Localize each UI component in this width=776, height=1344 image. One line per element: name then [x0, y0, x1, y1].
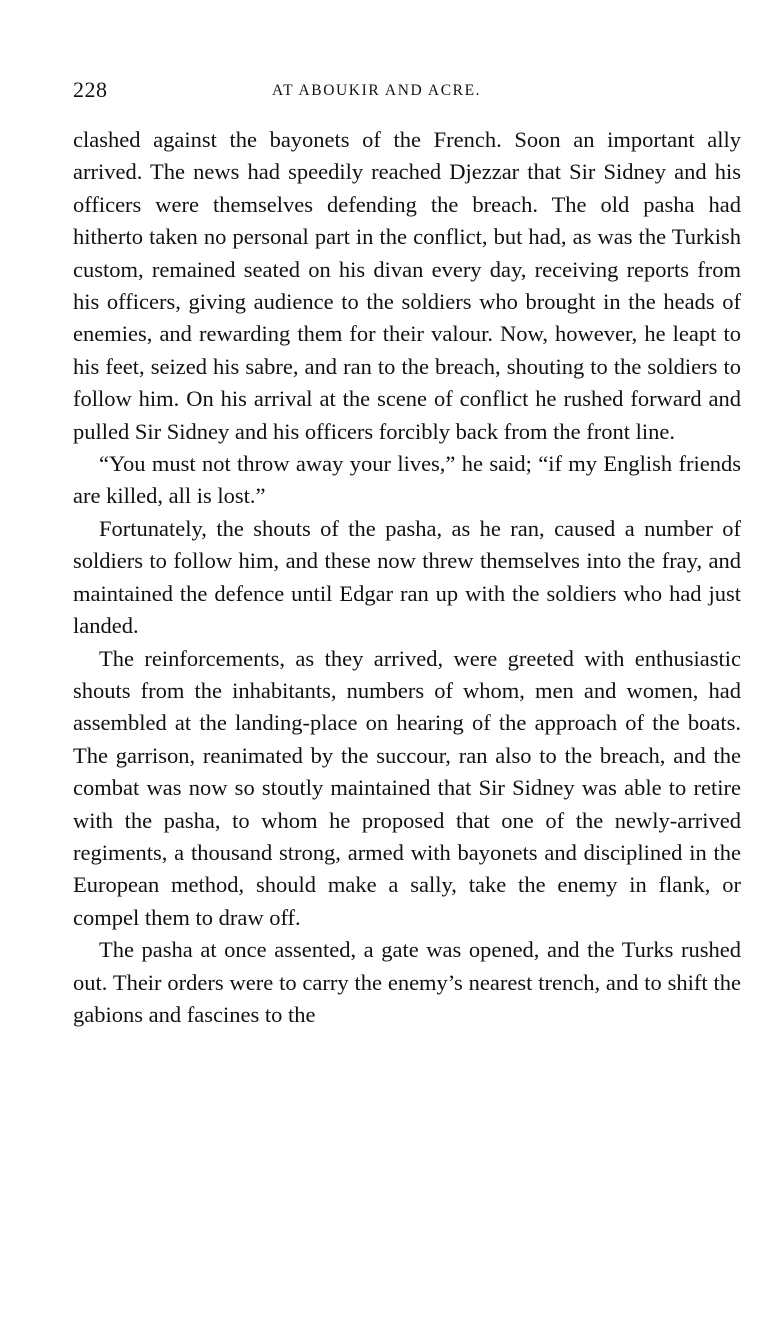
running-head: AT ABOUKIR AND ACRE. — [272, 82, 482, 99]
paragraph-reinforcements: The reinforcements, as they arrived, were greeted with enthusiastic shouts from the inhabitants, numbers of whom, men and women, had assembled at the landing-place on hearing of the approach of the boats. The garrison, reanimated by the succour, ran also to the breach, and the combat was now so stoutly maintained that Sir Sidney was able to retire with the pasha, to whom he proposed that one of the newly-arrived regiments, a thousand strong, armed with bayonets and disciplined in the European method, should make a sally, take the enemy in flank, or compel them to draw off. — [73, 645, 741, 930]
paragraph-quote: “You must not throw away your lives,” he said; “if my English friends are killed, all is lost.” — [73, 451, 741, 509]
body-text — [73, 124, 741, 1031]
paragraph-continuation: clashed against the bayonets of the French. Soon an important ally arrived. The news had speedily reached Djezzar that Sir Sidney and his officers were themselves defending the breach. The old pasha had hitherto taken no personal part in the conflict, but had, as was the Turkish custom, remained seated on his divan every day, receiving reports from his officers, giving audience to the soldiers who brought in the heads of enemies, and rewarding them for their valour. Now, however, he leapt to his feet, seized his sabre, and ran to the breach, shouting to the soldiers to follow him. On his arrival at the scene of conflict he rushed forward and pulled Sir Sidney and his officers forcibly back from the front line. — [73, 127, 741, 444]
page-header — [73, 78, 741, 104]
paragraph-sally: The pasha at once assented, a gate was opened, and the Turks rushed out. Their orders were to carry the enemy’s nearest trench, and to shift the gabions and fascines to the — [73, 937, 741, 1027]
page-number: 228 — [73, 77, 108, 102]
paragraph-pasha-shouts: Fortunately, the shouts of the pasha, as he ran, caused a number of soldiers to follow him, and these now threw themselves into the fray, and maintained the defence until Edgar ran up with the soldiers who had just landed. — [73, 515, 741, 639]
